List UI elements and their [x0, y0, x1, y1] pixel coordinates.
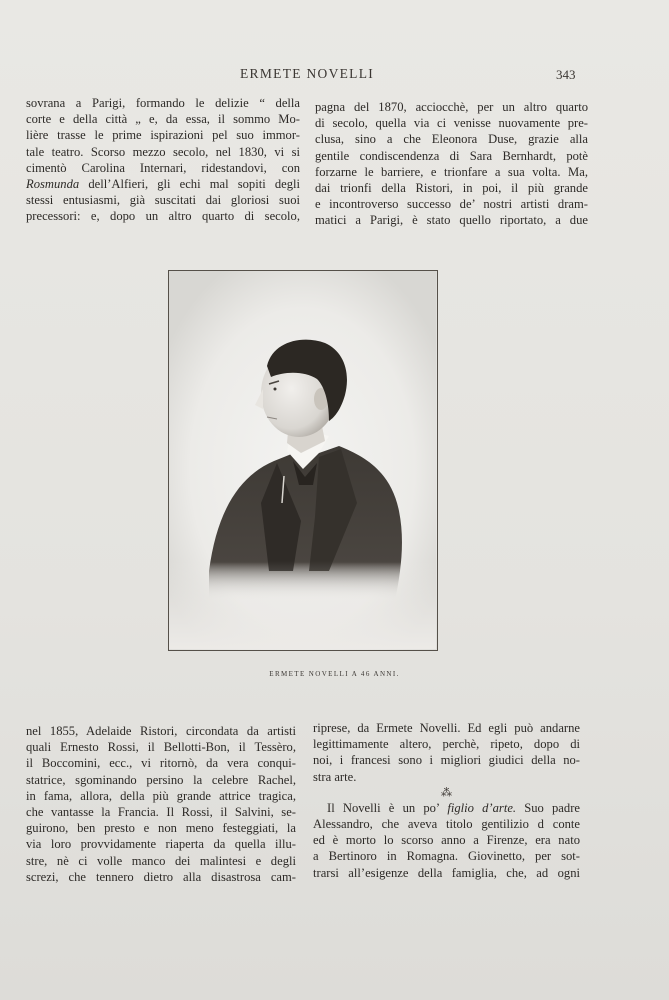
text-line: clusa, sino a che Eleonora Duse, grazie alla [315, 132, 588, 147]
text-column-bottom-right [313, 720, 580, 881]
text-line-suffix: Suo padre [524, 800, 580, 815]
photo-caption: ERMETE NOVELLI A 46 ANNI. [269, 670, 400, 678]
text-line: cimentò Carolina Internari, ridestandovi, con [26, 160, 300, 175]
section-asterism: ⁂ [441, 786, 452, 799]
text-line: lière trasse le prime ispirazioni pel suo immor- [26, 128, 300, 143]
text-line: il Boccomini, ecc., vi ritornò, da vera conqui- [26, 756, 296, 771]
text-line: matici a Parigi, è stato quello riportato, a due [315, 213, 588, 228]
text-line: sovrana a Parigi, formando le delizie “ della [26, 96, 300, 110]
text-line: stre, nè ci volle manco dei malintesi e degli [26, 853, 296, 868]
running-head [0, 66, 669, 84]
text-line: noi, i francesi sono i migliori giudici della no- [313, 753, 580, 768]
text-column-top-left [26, 95, 300, 225]
text-line-with-phrase [313, 800, 580, 816]
text-line: dai trionfi della Ristori, in poi, il più grande [315, 181, 588, 196]
text-column-bottom-left [26, 723, 296, 885]
text-line: stessi entusiasmi, già suscitati dai gloriosi suoi [26, 193, 300, 208]
text-line-with-title [26, 176, 300, 192]
text-line: guirono, ben presto e non meno festeggiati, la [26, 821, 296, 836]
text-line: stra arte. [313, 769, 357, 784]
text-line: in fama, allora, della più grande attrice tragica, [26, 788, 296, 803]
text-line: Alessandro, che aveva titolo gentilizio d conte [313, 817, 580, 832]
text-line: nel 1855, Adelaide Ristori, circondata da artisti [26, 724, 296, 738]
text-line: quali Ernesto Rossi, il Bellotti-Bon, il Tessèro, [26, 740, 296, 755]
portrait-illustration [169, 271, 436, 649]
text-line: che vantasse la Francia. Il Rossi, il Salvini, se- [26, 805, 296, 820]
work-title-rosmunda: Rosmunda [26, 177, 80, 192]
text-line: ed è morto lo scorso anno a Firenze, era nato [313, 833, 580, 848]
text-line: trarsi all’esigenze della famiglia, che, ad ogni [313, 865, 580, 880]
page-number: 343 [556, 67, 576, 82]
text-column-top-right [315, 99, 588, 229]
text-line: screzi, che tennero dietro alla disastrosa cam- [26, 869, 296, 884]
text-line: precessori: e, dopo un altro quarto di secolo, [26, 209, 300, 224]
text-line: gentile condiscendenza di Sara Bernhardt, potè [315, 148, 588, 163]
text-line: riprese, da Ermete Novelli. Ed egli può andarne [313, 721, 580, 735]
text-line-rest: dell’Alfieri, gli echi mal sopiti degli [88, 177, 300, 192]
text-line: pagna del 1870, acciocchè, per un altro quarto [315, 100, 588, 114]
text-line: via loro provvidamente riaperta da quella illu- [26, 837, 296, 852]
text-line: forzarne le barriere, e trionfare a sua volta. Ma, [315, 164, 588, 179]
text-line: e incontroverso successo de’ nostri artisti dram- [315, 197, 588, 212]
text-line: legittimamente altero, perchè, ripeto, dopo di [313, 737, 580, 752]
running-title: ERMETE NOVELLI [240, 66, 375, 81]
text-line-prefix: Il Novelli è un po’ [327, 800, 440, 815]
text-line: corte e della città „ e, da essa, il sommo Mo- [26, 112, 300, 127]
text-line: statrice, sgominando persino la celebre Rachel, [26, 772, 296, 787]
text-line: di secolo, quella via ci venisse nuovamente pre- [315, 116, 588, 131]
text-line: tale teatro. Scorso mezzo secolo, nel 1830, vi si [26, 144, 300, 159]
portrait-photo [168, 270, 438, 651]
text-line: a Bertinoro in Romagna. Giovinetto, per sot- [313, 849, 580, 864]
italic-phrase-figlio-darte: figlio d’arte. [447, 800, 517, 815]
